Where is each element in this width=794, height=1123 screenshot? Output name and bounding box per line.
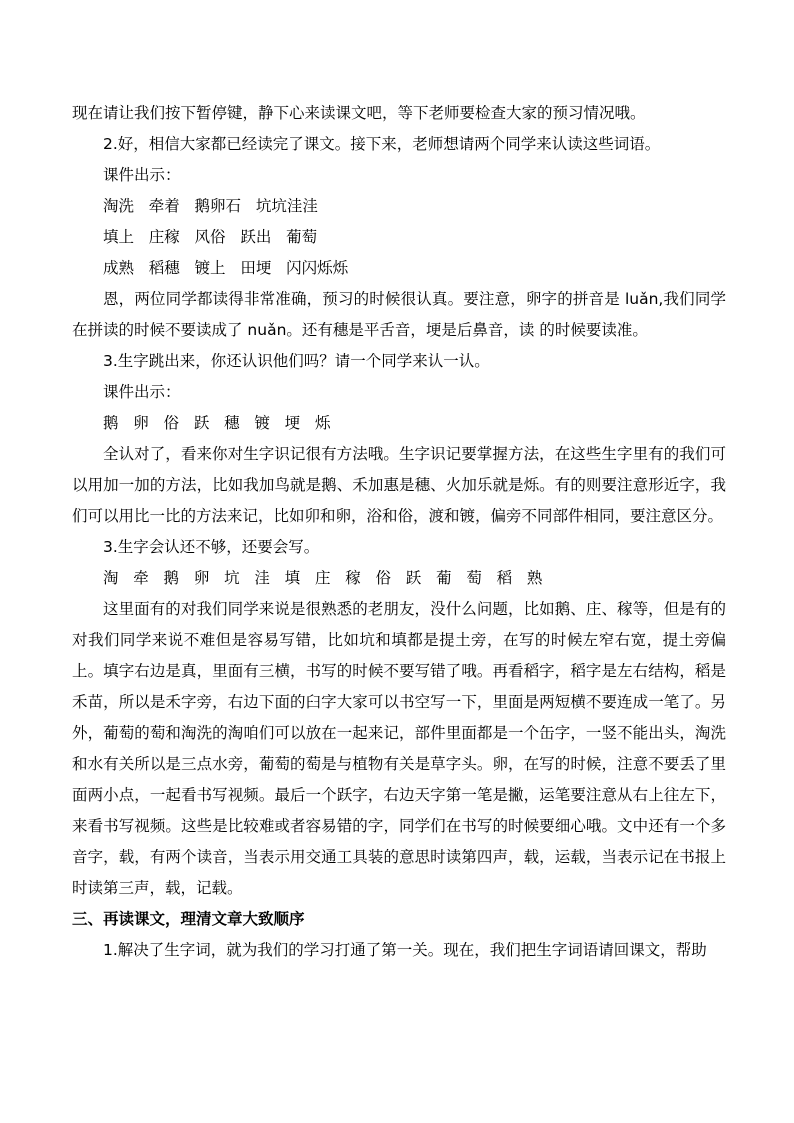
paragraph-step-2: 2.好，相信大家都已经读完了课文。接下来，老师想请两个同学来认读这些词语。: [103, 135, 661, 153]
characters-row-write: 淘 牵 鹅 卵 坑 洼 填 庄 稼 俗 跃 葡 萄 稻 熟: [103, 569, 543, 587]
paragraph-step-3: 3.生字跳出来，你还认识他们吗？请一个同学来认一认。: [103, 352, 490, 370]
document-body: [72, 98, 726, 966]
section-heading: 三、再读课文，理清文章大致顺序: [72, 910, 305, 928]
vocab-row-3: 成熟 稻穗 镀上 田埂 闪闪烁烁: [103, 259, 349, 277]
paragraph-pronunciation: 恩，两位同学都读得非常准确，预习的时候很认真。要注意，卵字的拼音是 luǎn,我们同学在拼读的时候不要读成了 nuǎn。还有穗是平舌音，埂是后鼻音，读 的时候要读准。: [72, 290, 726, 339]
paragraph-memorize: 全认对了，看来你对生字识记很有方法哦。生字识记要掌握方法，在这些生字里有的我们可以用加一加的方法，比如我加鸟就是鹅、禾加惠是穗、火加乐就是烁。有的则要注意形近字，我们可以用比一比的方法来记，比如卯和卵，浴和俗，渡和镀，偏旁不同部件相同，要注意区分。: [72, 445, 726, 525]
paragraph-step-3-write: 3.生字会认还不够，还要会写。: [103, 538, 320, 556]
characters-row-read: 鹅 卵 俗 跃 穗 镀 埂 烁: [103, 414, 331, 432]
paragraph-intro: 现在请让我们按下暂停键，静下心来读课文吧，等下老师要检查大家的预习情况哦。: [72, 104, 646, 122]
vocab-row-2: 填上 庄稼 风俗 跃出 葡萄: [103, 228, 318, 246]
paragraph-step-1-reread: 1.解决了生字词，就为我们的学习打通了第一关。现在，我们把生字词语请回课文，帮助: [103, 941, 707, 959]
vocab-row-1: 淘洗 牵着 鹅卵石 坑坑洼洼: [103, 197, 318, 215]
courseware-label: 课件出示：: [103, 166, 181, 184]
courseware-label: 课件出示：: [103, 383, 181, 401]
paragraph-writing-notes: 这里面有的对我们同学来说是很熟悉的老朋友，没什么问题，比如鹅、庄、稼等，但是有的对我们同学来说不难但是容易写错，比如坑和填都是提土旁，在写的时候左窄右宽，提土旁偏上。填字右边是真，里面有三横，书写的时候不要写错了哦。再看稻字，稻字是左右结构，稻是禾苗，所以是禾字旁，右边下面的臼字大家可以书空写一下，里面是两短横不要连成一笔了。另外，葡萄的萄和淘洗的淘咱们可以放在一起来记，部件里面都是一个缶字，一竖不能出头，淘洗和水有关所以是三点水旁，葡萄的萄是与植物有关是草字头。卵，在写的时候，注意不要丢了里面两小点，一起看书写视频。最后一个跃字，右边天字第一笔是撇，运笔要注意从右上往左下，来看书写视频。这些是比较难或者容易错的字，同学们在书写的时候要细心哦。文中还有一个多音字，载，有两个读音，当表示用交通工具装的意思时读第四声，载，运载，当表示记在书报上时读第三声，载，记载。: [72, 600, 726, 897]
